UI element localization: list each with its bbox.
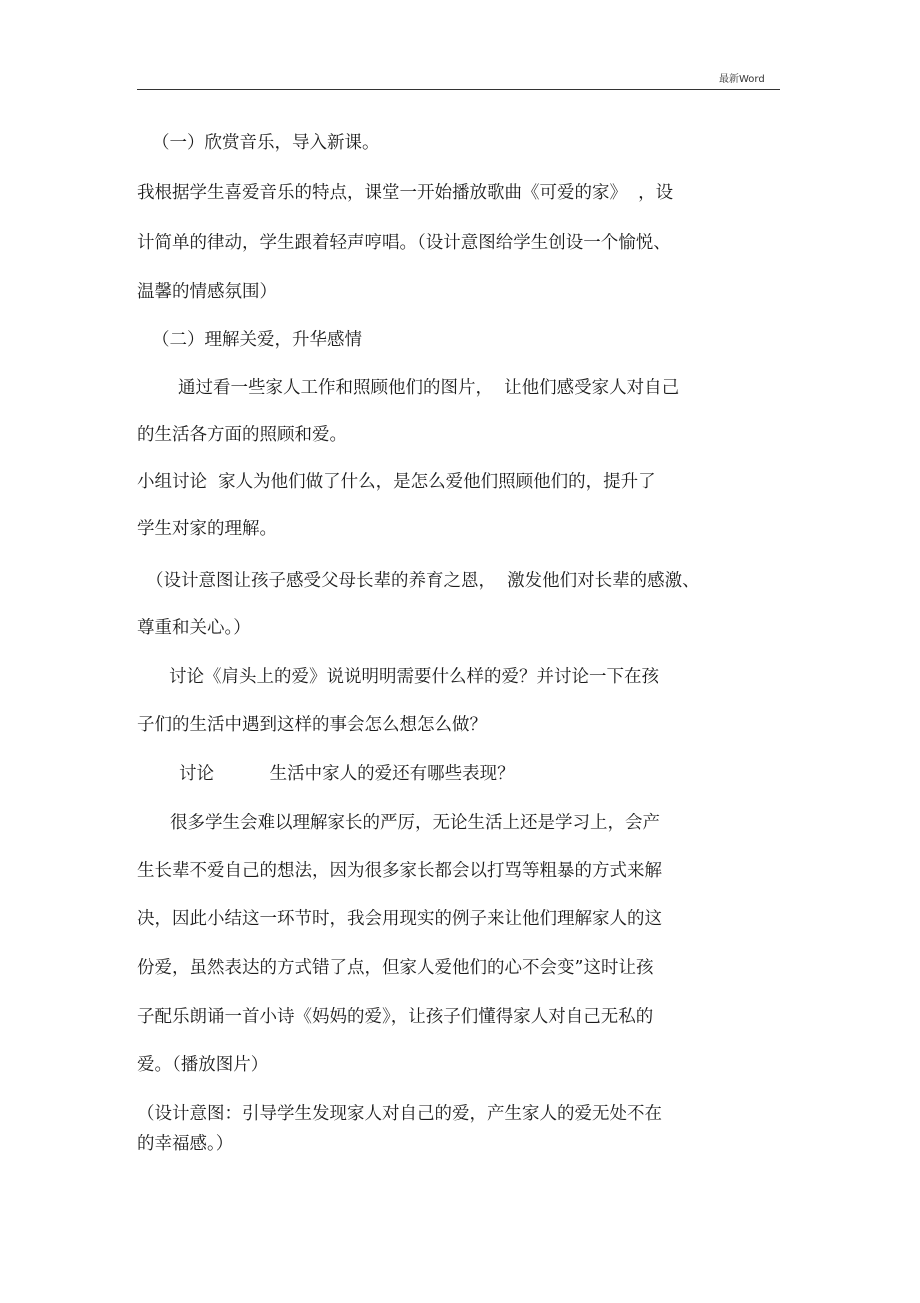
paragraph-line: 我根据学生喜爱音乐的特点，课堂一开始播放歌曲《可爱的家》 ，设 <box>137 183 674 203</box>
header-label: 最新Word <box>719 74 765 85</box>
paragraph-line: 子配乐朗诵一首小诗《妈妈的爱》，让孩子们懂得家人对自己无私的 <box>137 1007 654 1027</box>
paragraph-line: （设计意图让孩子感受父母长辈的养育之恩， 激发他们对长辈的感激、 <box>146 571 700 591</box>
paragraph-line: 温馨的情感氛围） <box>137 282 277 302</box>
paragraph-line: 份爱，虽然表达的方式错了点，但家人爱他们的心不会变”这时让孩 <box>137 958 654 978</box>
header-divider <box>137 89 780 90</box>
paragraph-line: 爱。（播放图片） <box>137 1055 269 1075</box>
section-heading-2: （二）理解关爱，升华感情 <box>152 330 362 350</box>
paragraph-line: 讨论 生活中家人的爱还有哪些表现？ <box>179 764 515 784</box>
paragraph-line: 很多学生会难以理解家长的严厉，无论生活上还是学习上，会产 <box>170 813 660 833</box>
paragraph-line: 小组讨论 家人为他们做了什么，是怎么爱他们照顾他们的，提升了 <box>137 472 656 492</box>
paragraph-line: 的幸福感。） <box>137 1134 234 1154</box>
paragraph-line: 子们的生活中遇到这样的事会怎么想怎么做？ <box>137 715 487 735</box>
paragraph-line: 尊重和关心。） <box>137 618 251 638</box>
paragraph-line: 的生活各方面的照顾和爱。 <box>137 425 347 445</box>
paragraph-line: 计简单的律动，学生跟着轻声哼唱。（设计意图给学生创设一个愉悦、 <box>137 233 671 253</box>
paragraph-line: 学生对家的理解。 <box>137 519 277 539</box>
paragraph-line: 通过看一些家人工作和照顾他们的图片， 让他们感受家人对自己 <box>178 378 680 398</box>
paragraph-line: （设计意图：引导学生发现家人对自己的爱，产生家人的爱无处不在 <box>137 1104 662 1124</box>
paragraph-line: 讨论《肩头上的爱》说说明明需要什么样的爱？并讨论一下在孩 <box>169 667 659 687</box>
paragraph-line: 生长辈不爱自己的想法，因为很多家长都会以打骂等粗暴的方式来解 <box>137 861 662 881</box>
paragraph-line: 决，因此小结这一环节时，我会用现实的例子来让他们理解家人的这 <box>137 909 662 929</box>
section-heading-1: （一）欣赏音乐，导入新课。 <box>152 133 380 153</box>
